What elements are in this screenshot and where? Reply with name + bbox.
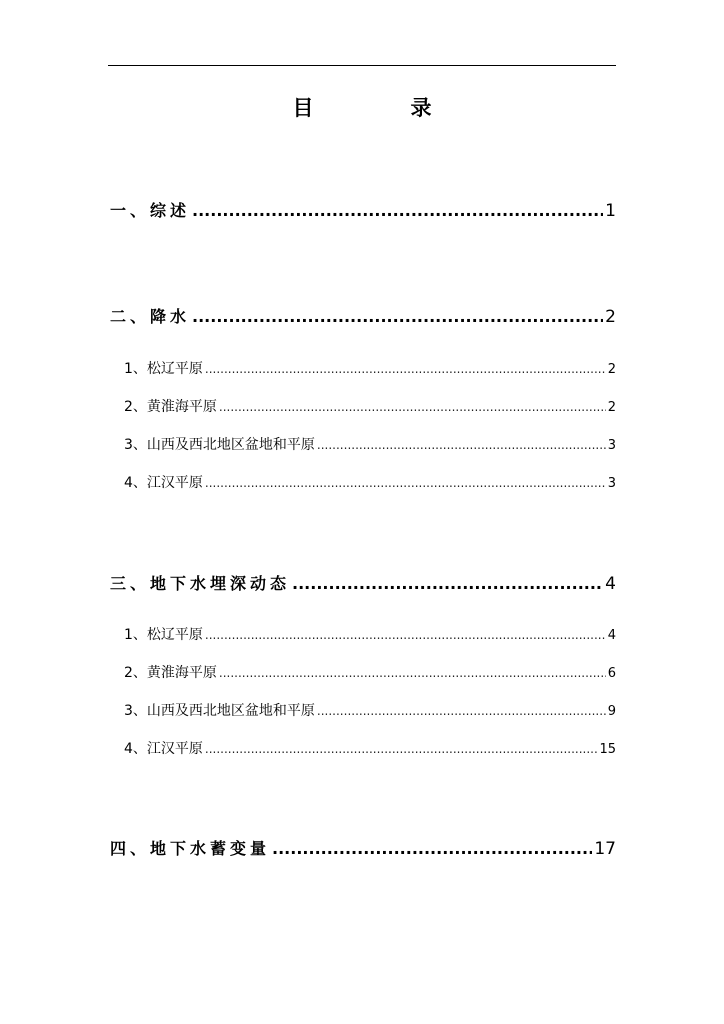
toc-page-number: 4: [607, 628, 616, 643]
toc-entry-depth-jianghan[interactable]: [124, 738, 616, 758]
toc-leader: [205, 362, 606, 376]
toc-label: 四、地下水蓄变量: [110, 839, 271, 858]
toc-leader: [192, 307, 603, 326]
toc-entry-depth-huanghuaihai[interactable]: [124, 662, 616, 682]
toc-label: 1、松辽平原: [124, 361, 203, 377]
toc-leader: [205, 476, 606, 490]
toc-label: 4、江汉平原: [124, 475, 203, 491]
toc-label: 二、降水: [110, 307, 191, 326]
page-title: 目 录: [292, 95, 470, 120]
toc-leader: [219, 400, 606, 414]
toc-entry-depth-songliao[interactable]: [124, 624, 616, 644]
toc-label: 一、综述: [110, 201, 191, 220]
toc-leader: [192, 201, 603, 220]
toc-entry-precipitation[interactable]: [110, 304, 616, 327]
toc-entry-precip-shanxi-northwest[interactable]: [124, 434, 616, 454]
toc-leader: [317, 704, 606, 718]
header-rule: [108, 65, 616, 66]
toc-page-number: 1: [605, 201, 616, 221]
toc-page-number: 2: [607, 362, 616, 377]
toc-page-number: 6: [607, 666, 616, 681]
toc-label: 2、黄淮海平原: [124, 399, 217, 415]
toc-entry-depth-shanxi-northwest[interactable]: [124, 700, 616, 720]
toc-leader: [219, 666, 606, 680]
toc-entry-precip-songliao[interactable]: [124, 358, 616, 378]
toc-leader: [317, 438, 606, 452]
toc-label: 4、江汉平原: [124, 741, 203, 757]
toc-leader: [272, 839, 592, 858]
toc-page-number: 2: [607, 400, 616, 415]
toc-label: 2、黄淮海平原: [124, 665, 217, 681]
toc-leader: [292, 574, 603, 593]
toc-page-number: 3: [607, 438, 616, 453]
toc-page-number: 3: [607, 476, 616, 491]
toc-entry-storage-change[interactable]: [110, 836, 616, 859]
toc-leader: [205, 742, 598, 756]
toc-leader: [205, 628, 606, 642]
toc-page-number: 2: [605, 307, 616, 327]
toc-label: 三、地下水埋深动态: [110, 574, 291, 593]
toc-entry-precip-huanghuaihai[interactable]: [124, 396, 616, 416]
toc-page-number: 4: [605, 574, 616, 594]
toc-page-number: 15: [599, 742, 616, 757]
toc-entry-overview[interactable]: [110, 198, 616, 221]
toc-page-number: 9: [607, 704, 616, 719]
toc-label: 3、山西及西北地区盆地和平原: [124, 437, 315, 453]
toc-page-number: 17: [594, 839, 616, 859]
toc-label: 3、山西及西北地区盆地和平原: [124, 703, 315, 719]
toc-label: 1、松辽平原: [124, 627, 203, 643]
toc-entry-groundwater-depth[interactable]: [110, 571, 616, 594]
toc-entry-precip-jianghan[interactable]: [124, 472, 616, 492]
